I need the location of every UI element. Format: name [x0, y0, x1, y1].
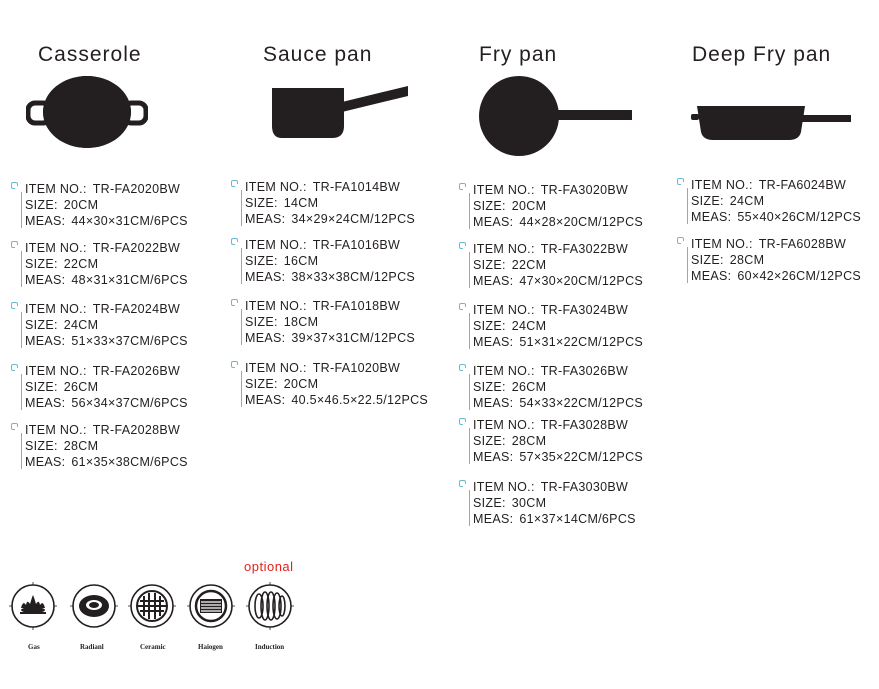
bullet-icon: [11, 364, 18, 371]
item-no-label: ITEM NO.:: [25, 364, 87, 378]
size-value: 28CM: [729, 253, 765, 267]
radiant-label: Radianl: [80, 643, 104, 651]
item-no-label: ITEM NO.:: [473, 418, 535, 432]
item-no-value: TR-FA2024BW: [92, 302, 181, 316]
item-no-label: ITEM NO.:: [473, 183, 535, 197]
casserole-icon: [26, 74, 148, 152]
divider: [21, 312, 22, 348]
gas-label: Gas: [28, 643, 40, 651]
meas-label: MEAS:: [473, 450, 514, 464]
halogen-hob-icon: [187, 582, 235, 630]
size-label: SIZE:: [473, 496, 506, 510]
item-no-label: ITEM NO.:: [473, 303, 535, 317]
item-no-label: ITEM NO.:: [691, 178, 753, 192]
divider: [687, 247, 688, 283]
bullet-icon: [11, 182, 18, 189]
item-no-value: TR-FA3028BW: [540, 418, 629, 432]
size-value: 28CM: [63, 439, 99, 453]
list-item: [691, 236, 861, 284]
divider: [469, 428, 470, 464]
bullet-icon: [11, 241, 18, 248]
item-no-label: ITEM NO.:: [691, 237, 753, 251]
deep-fry-pan-title: Deep Fry pan: [692, 43, 832, 66]
meas-value: 57×35×22CM/12PCS: [519, 450, 644, 464]
bullet-icon: [459, 418, 466, 425]
meas-value: 60×42×26CM/12PCS: [737, 269, 862, 283]
item-no-value: TR-FA6028BW: [758, 237, 847, 251]
size-value: 22CM: [63, 257, 99, 271]
item-no-value: TR-FA2026BW: [92, 364, 181, 378]
size-value: 16CM: [283, 254, 319, 268]
size-label: SIZE:: [691, 253, 724, 267]
meas-value: 40.5×46.5×22.5/12PCS: [291, 393, 429, 407]
size-value: 24CM: [729, 194, 765, 208]
item-no-label: ITEM NO.:: [473, 480, 535, 494]
meas-value: 61×35×38CM/6PCS: [71, 455, 188, 469]
list-item: [473, 363, 643, 411]
size-label: SIZE:: [25, 257, 58, 271]
meas-value: 54×33×22CM/12PCS: [519, 396, 644, 410]
size-value: 30CM: [511, 496, 547, 510]
item-no-value: TR-FA1016BW: [312, 238, 401, 252]
casserole-title: Casserole: [38, 43, 142, 66]
item-no-value: TR-FA2028BW: [92, 423, 181, 437]
item-no-value: TR-FA2020BW: [92, 182, 181, 196]
bullet-icon: [231, 180, 238, 187]
meas-label: MEAS:: [245, 212, 286, 226]
list-item: [25, 301, 188, 349]
item-no-value: TR-FA2022BW: [92, 241, 181, 255]
size-value: 26CM: [63, 380, 99, 394]
meas-label: MEAS:: [473, 512, 514, 526]
size-value: 20CM: [511, 199, 547, 213]
item-no-value: TR-FA1018BW: [312, 299, 401, 313]
size-label: SIZE:: [245, 196, 278, 210]
list-item: [245, 360, 428, 408]
meas-label: MEAS:: [691, 269, 732, 283]
fry-pan-icon: [478, 75, 634, 157]
bullet-icon: [459, 183, 466, 190]
meas-label: MEAS:: [245, 331, 286, 345]
meas-value: 39×37×31CM/12PCS: [291, 331, 416, 345]
list-item: [245, 237, 415, 285]
meas-value: 61×37×14CM/6PCS: [519, 512, 636, 526]
size-label: SIZE:: [473, 319, 506, 333]
bullet-icon: [11, 423, 18, 430]
bullet-icon: [459, 303, 466, 310]
size-value: 18CM: [283, 315, 319, 329]
divider: [21, 192, 22, 228]
meas-value: 47×30×20CM/12PCS: [519, 274, 644, 288]
item-no-value: TR-FA1014BW: [312, 180, 401, 194]
divider: [469, 490, 470, 526]
size-label: SIZE:: [473, 380, 506, 394]
meas-value: 51×33×37CM/6PCS: [71, 334, 188, 348]
divider: [469, 252, 470, 288]
item-no-value: TR-FA3020BW: [540, 183, 629, 197]
meas-label: MEAS:: [25, 273, 66, 287]
size-value: 24CM: [63, 318, 99, 332]
meas-label: MEAS:: [691, 210, 732, 224]
item-no-value: TR-FA1020BW: [312, 361, 401, 375]
bullet-icon: [459, 480, 466, 487]
item-no-label: ITEM NO.:: [245, 361, 307, 375]
induction-label: Induction: [255, 643, 285, 651]
meas-label: MEAS:: [25, 214, 66, 228]
size-label: SIZE:: [245, 254, 278, 268]
list-item: [473, 241, 643, 289]
meas-value: 48×31×31CM/6PCS: [71, 273, 188, 287]
bullet-icon: [677, 237, 684, 244]
list-item: [245, 179, 415, 227]
meas-label: MEAS:: [245, 270, 286, 284]
size-label: SIZE:: [691, 194, 724, 208]
item-no-label: ITEM NO.:: [245, 299, 307, 313]
bullet-icon: [231, 299, 238, 306]
size-value: 24CM: [511, 319, 547, 333]
bullet-icon: [231, 361, 238, 368]
size-label: SIZE:: [473, 199, 506, 213]
meas-value: 38×33×38CM/12PCS: [291, 270, 416, 284]
ceramic-hob-icon: [128, 582, 176, 630]
size-label: SIZE:: [25, 380, 58, 394]
size-label: SIZE:: [473, 258, 506, 272]
size-value: 20CM: [63, 198, 99, 212]
meas-label: MEAS:: [473, 396, 514, 410]
meas-value: 55×40×26CM/12PCS: [737, 210, 862, 224]
item-no-value: TR-FA3024BW: [540, 303, 629, 317]
size-label: SIZE:: [245, 377, 278, 391]
gas-burner-icon: [9, 582, 57, 630]
sauce-pan-icon: [270, 82, 410, 140]
fry-pan-title: Fry pan: [479, 43, 558, 66]
radiant-hob-icon: [70, 582, 118, 630]
item-no-label: ITEM NO.:: [25, 423, 87, 437]
induction-hob-icon: [246, 582, 294, 630]
divider: [241, 371, 242, 407]
meas-label: MEAS:: [25, 455, 66, 469]
optional-label: optional: [244, 559, 294, 574]
item-no-label: ITEM NO.:: [245, 180, 307, 194]
item-no-label: ITEM NO.:: [473, 364, 535, 378]
size-label: SIZE:: [25, 198, 58, 212]
divider: [469, 374, 470, 410]
item-no-label: ITEM NO.:: [473, 242, 535, 256]
size-value: 28CM: [511, 434, 547, 448]
list-item: [473, 479, 636, 527]
bullet-icon: [231, 238, 238, 245]
size-value: 26CM: [511, 380, 547, 394]
size-label: SIZE:: [25, 318, 58, 332]
list-item: [245, 298, 415, 346]
item-no-value: TR-FA3030BW: [540, 480, 629, 494]
sauce-pan-title: Sauce pan: [263, 43, 373, 66]
ceramic-label: Ceramic: [140, 643, 166, 651]
item-no-label: ITEM NO.:: [25, 302, 87, 316]
bullet-icon: [677, 178, 684, 185]
list-item: [25, 363, 188, 411]
divider: [21, 251, 22, 287]
item-no-label: ITEM NO.:: [245, 238, 307, 252]
size-label: SIZE:: [245, 315, 278, 329]
meas-value: 34×29×24CM/12PCS: [291, 212, 416, 226]
size-value: 22CM: [511, 258, 547, 272]
meas-label: MEAS:: [245, 393, 286, 407]
bullet-icon: [459, 242, 466, 249]
list-item: [25, 240, 188, 288]
divider: [469, 193, 470, 229]
item-no-label: ITEM NO.:: [25, 241, 87, 255]
meas-label: MEAS:: [473, 335, 514, 349]
meas-value: 44×28×20CM/12PCS: [519, 215, 644, 229]
bullet-icon: [459, 364, 466, 371]
divider: [687, 188, 688, 224]
size-label: SIZE:: [473, 434, 506, 448]
item-no-value: TR-FA6024BW: [758, 178, 847, 192]
meas-value: 56×34×37CM/6PCS: [71, 396, 188, 410]
divider: [241, 190, 242, 226]
meas-label: MEAS:: [473, 215, 514, 229]
list-item: [691, 177, 861, 225]
item-no-label: ITEM NO.:: [25, 182, 87, 196]
list-item: [473, 302, 643, 350]
size-value: 20CM: [283, 377, 319, 391]
list-item: [473, 417, 643, 465]
bullet-icon: [11, 302, 18, 309]
halogen-label: Haiogen: [198, 643, 223, 651]
divider: [469, 313, 470, 349]
list-item: [473, 182, 643, 230]
divider: [21, 374, 22, 410]
size-label: SIZE:: [25, 439, 58, 453]
list-item: [25, 181, 188, 229]
divider: [21, 433, 22, 469]
item-no-value: TR-FA3026BW: [540, 364, 629, 378]
meas-label: MEAS:: [25, 334, 66, 348]
meas-value: 44×30×31CM/6PCS: [71, 214, 188, 228]
meas-value: 51×31×22CM/12PCS: [519, 335, 644, 349]
list-item: [25, 422, 188, 470]
item-no-value: TR-FA3022BW: [540, 242, 629, 256]
meas-label: MEAS:: [473, 274, 514, 288]
meas-label: MEAS:: [25, 396, 66, 410]
size-value: 14CM: [283, 196, 319, 210]
divider: [241, 309, 242, 345]
deep-fry-pan-icon: [689, 102, 853, 144]
divider: [241, 248, 242, 284]
